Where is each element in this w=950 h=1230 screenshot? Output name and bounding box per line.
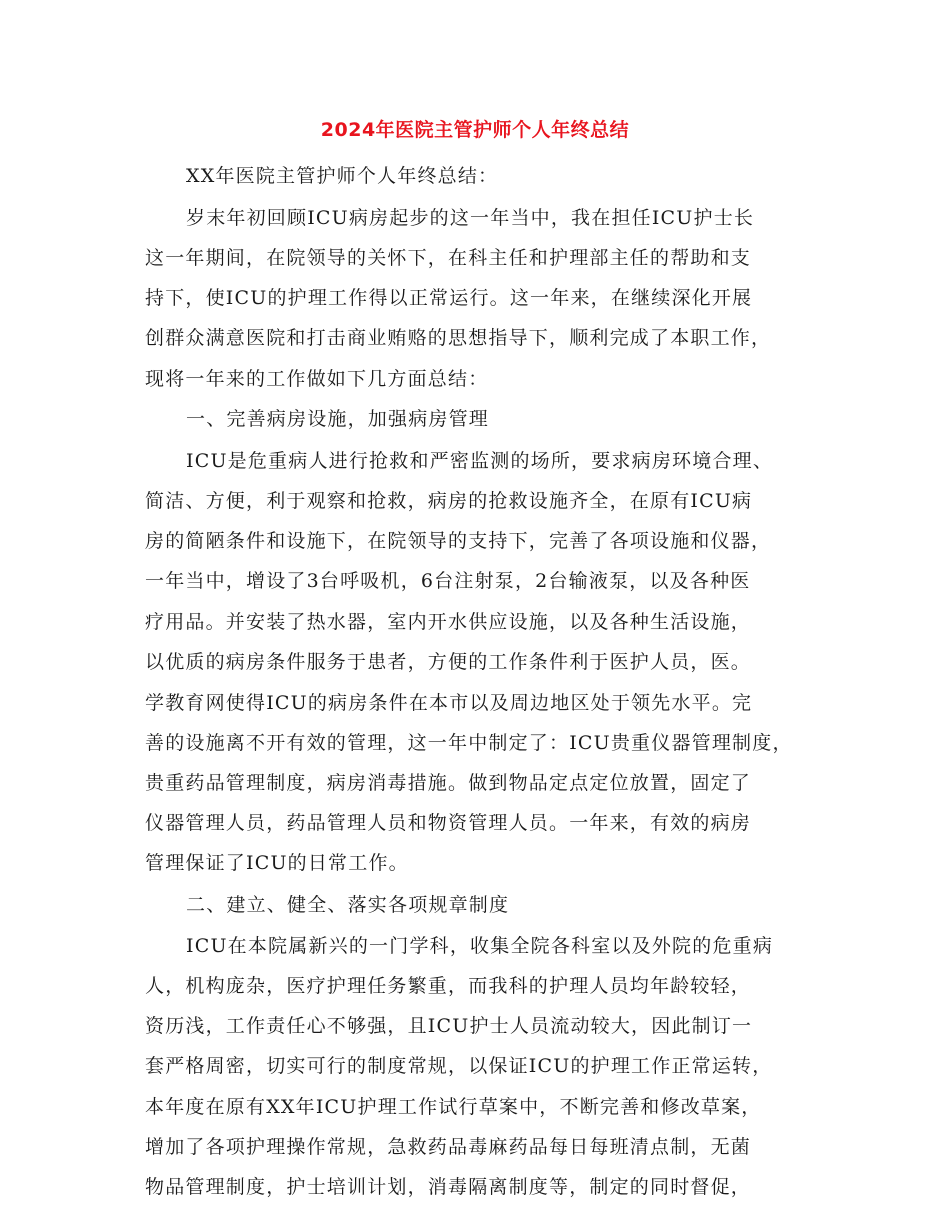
paragraph-line: 资历浅，工作责任心不够强，且ICU护士人员流动较大，因此制订一	[145, 1015, 753, 1037]
paragraph-line: 疗用品。并安装了热水器，室内开水供应设施，以及各种生活设施，	[145, 611, 752, 633]
paragraph-line: 仪器管理人员，药品管理人员和物资管理人员。一年来，有效的病房	[145, 812, 752, 834]
paragraph-line: 学教育网使得ICU的病房条件在本市以及周边地区处于领先水平。完	[145, 692, 753, 714]
document-title: 2024年医院主管护师个人年终总结	[320, 119, 630, 141]
paragraph-line: 现将一年来的工作做如下几方面总结：	[145, 368, 489, 390]
section-heading: 二、建立、健全、落实各项规章制度	[186, 894, 510, 916]
section-heading: 一、完善病房设施，加强病房管理	[186, 408, 490, 430]
paragraph-line: 创群众满意医院和打击商业贿赂的思想指导下，顺利完成了本职工作，	[145, 327, 772, 349]
paragraph-line: 一年当中，增设了3台呼吸机，6台注射泵，2台输液泵，以及各种医	[145, 570, 751, 592]
paragraph-line: 房的简陋条件和设施下，在院领导的支持下，完善了各项设施和仪器，	[145, 530, 772, 552]
paragraph-line: 管理保证了ICU的日常工作。	[145, 852, 409, 874]
paragraph-line: 人，机构庞杂，医疗护理任务繁重，而我科的护理人员均年龄较轻，	[145, 975, 752, 997]
paragraph-line: 简洁、方便，利于观察和抢救，病房的抢救设施齐全，在原有ICU病	[145, 490, 753, 512]
paragraph-line: 善的设施离不开有效的管理，这一年中制定了：ICU贵重仪器管理制度，	[145, 732, 793, 754]
paragraph-line: 贵重药品管理制度，病房消毒措施。做到物品定点定位放置，固定了	[145, 772, 752, 794]
paragraph-line: 本年度在原有XX年ICU护理工作试行草案中，不断完善和修改草案，	[145, 1096, 762, 1118]
paragraph-line: 增加了各项护理操作常规，急救药品毒麻药品每日每班清点制，无菌	[145, 1136, 752, 1158]
paragraph-line: 物品管理制度，护士培训计划，消毒隔离制度等，制定的同时督促，	[145, 1176, 752, 1198]
paragraph-line: 岁末年初回顾ICU病房起步的这一年当中，我在担任ICU护士长	[186, 207, 755, 229]
paragraph-line: 持下，使ICU的护理工作得以正常运行。这一年来，在继续深化开展	[145, 287, 753, 309]
salutation-line: XX年医院主管护师个人年终总结：	[186, 165, 499, 187]
paragraph-line: 以优质的病房条件服务于患者，方便的工作条件利于医护人员，医。	[145, 651, 752, 673]
paragraph-line: ICU在本院属新兴的一门学科，收集全院各科室以及外院的危重病	[186, 935, 774, 957]
paragraph-line: 套严格周密，切实可行的制度常规，以保证ICU的护理工作正常运转，	[145, 1055, 773, 1077]
paragraph-line: ICU是危重病人进行抢救和严密监测的场所，要求病房环境合理、	[186, 450, 774, 472]
paragraph-line: 这一年期间，在院领导的关怀下，在科主任和护理部主任的帮助和支	[145, 247, 752, 269]
